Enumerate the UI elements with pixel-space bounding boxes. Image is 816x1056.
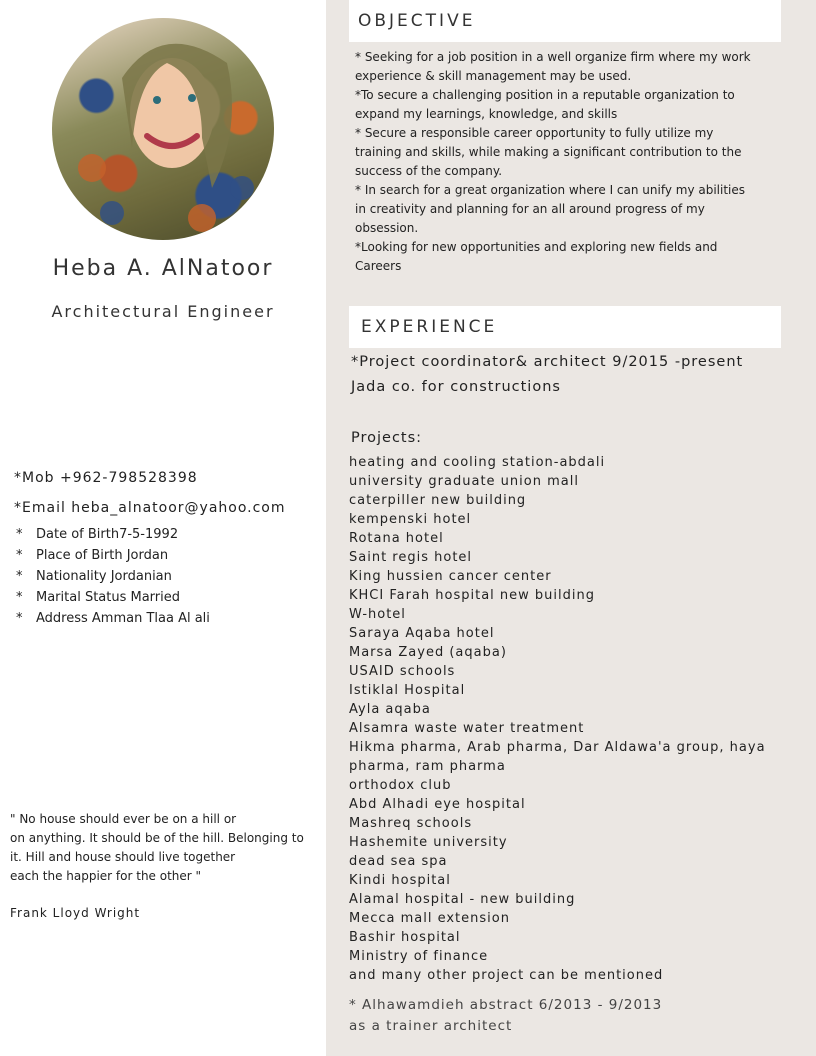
objective-line: * Secure a responsible career opportunity to fully utilize my — [355, 126, 714, 140]
project-item: dead sea spa — [349, 854, 448, 869]
objective-heading: OBJECTIVE — [349, 0, 781, 42]
info-row-marital-status: * Marital Status Married — [16, 590, 181, 605]
project-item: USAID schools — [349, 664, 456, 679]
project-item: Alamal hospital - new building — [349, 892, 576, 907]
profile-photo — [52, 18, 274, 240]
project-item: King hussien cancer center — [349, 569, 552, 584]
objective-text — [355, 48, 800, 276]
quote-line: on anything. It should be of the hill. Belonging to — [10, 831, 304, 845]
project-item: pharma, ram pharma — [349, 759, 506, 774]
objective-line: * In search for a great organization where I can unify my abilities — [355, 183, 746, 197]
project-item: Saint regis hotel — [349, 550, 473, 565]
experience-role: *Project coordinator& architect 9/2015 -present — [351, 354, 744, 370]
objective-line: *Looking for new opportunities and exploring new fields and — [355, 240, 718, 254]
project-item: Marsa Zayed (aqaba) — [349, 645, 507, 660]
trainer-role: as a trainer architect — [349, 1018, 513, 1034]
project-item: Mecca mall extension — [349, 911, 510, 926]
project-item: heating and cooling station-abdali — [349, 455, 606, 470]
project-item: Rotana hotel — [349, 531, 444, 546]
email-address: *Email heba_alnatoor@yahoo.com — [14, 500, 286, 516]
info-row-nationality: * Nationality Jordanian — [16, 569, 172, 584]
info-row-address: * Address Amman Tlaa Al ali — [16, 611, 210, 626]
project-item: Istiklal Hospital — [349, 683, 466, 698]
project-item: orthodox club — [349, 778, 452, 793]
info-row-birthdate: * Date of Birth7-5-1992 — [16, 527, 179, 542]
trainer-experience: * Alhawamdieh abstract 6/2013 - 9/2013 — [349, 997, 663, 1013]
projects-list — [349, 453, 799, 985]
objective-line: success of the company. — [355, 164, 503, 178]
objective-line: experience & skill management may be used. — [355, 69, 632, 83]
objective-line: in creativity and planning for an all around progress of my — [355, 202, 705, 216]
quote-line: it. Hill and house should live together — [10, 850, 236, 864]
candidate-title: Architectural Engineer — [51, 302, 275, 321]
project-item: Ministry of finance — [349, 949, 489, 964]
project-item: university graduate union mall — [349, 474, 579, 489]
projects-label: Projects: — [351, 430, 423, 446]
project-item: Ayla aqaba — [349, 702, 431, 717]
candidate-name: Heba A. AlNatoor — [52, 256, 274, 281]
project-item: Abd Alhadi eye hospital — [349, 797, 526, 812]
objective-line: training and skills, while making a significant contribution to the — [355, 145, 742, 159]
project-item: Kindi hospital — [349, 873, 451, 888]
project-item: kempenski hotel — [349, 512, 472, 527]
profile-photo-illustration — [52, 18, 274, 240]
project-item: Hikma pharma, Arab pharma, Dar Aldawa'a group, haya — [349, 740, 766, 755]
project-item: and many other project can be mentioned — [349, 968, 664, 983]
quote-line: " No house should ever be on a hill or — [10, 812, 237, 826]
project-item: Hashemite university — [349, 835, 508, 850]
objective-line: Careers — [355, 259, 402, 273]
objective-line: * Seeking for a job position in a well organize firm where my work — [355, 50, 751, 64]
project-item: caterpiller new building — [349, 493, 527, 508]
info-row-birthplace: * Place of Birth Jordan — [16, 548, 169, 563]
project-item: KHCI Farah hospital new building — [349, 588, 595, 603]
objective-line: obsession. — [355, 221, 419, 235]
mobile-number: *Mob +962-798528398 — [14, 470, 198, 486]
project-item: Alsamra waste water treatment — [349, 721, 585, 736]
objective-line: *To secure a challenging position in a reputable organization to — [355, 88, 735, 102]
project-item: Mashreq schools — [349, 816, 473, 831]
quote-line: each the happier for the other " — [10, 869, 202, 883]
quote — [10, 810, 322, 886]
quote-author: Frank Lloyd Wright — [10, 906, 141, 920]
project-item: Bashir hospital — [349, 930, 461, 945]
project-item: W-hotel — [349, 607, 406, 622]
objective-line: expand my learnings, knowledge, and skills — [355, 107, 618, 121]
project-item: Saraya Aqaba hotel — [349, 626, 495, 641]
experience-company: Jada co. for constructions — [351, 379, 561, 395]
experience-heading: EXPERIENCE — [349, 306, 781, 348]
